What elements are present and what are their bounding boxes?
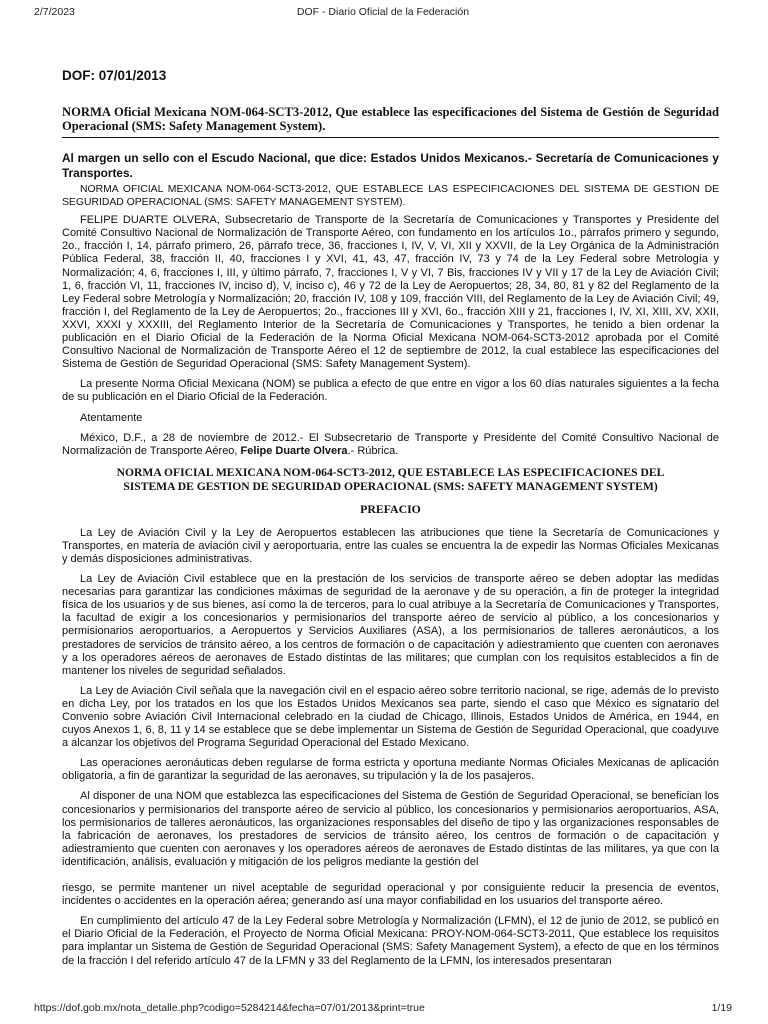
mexico-text-end: .- Rúbrica. <box>347 444 399 457</box>
norm-center-title <box>62 466 719 494</box>
center-title-line-1: NORMA OFICIAL MEXICANA NOM-064-SCT3-2012, QUE ESTABLECE LAS ESPECIFICACIONES DEL <box>116 465 665 479</box>
prefacio-paragraph-4: Las operaciones aeronáuticas deben regularse de forma estricta y oportuna mediante Normas Oficiales Mexicanas de aplicación obligatoria, a fin de garantizar la seguridad de las aeronaves, su tripulación y la de los pasajeros. <box>62 757 719 783</box>
prefacio-paragraph-5-continued: riesgo, se permite mantener un nivel aceptable de seguridad operacional y por consiguiente reducir la presencia de eventos, incidentes o accidentes en la operación aérea; generando así una mayor confiabilidad en los usuarios del transporte aéreo. <box>62 882 719 908</box>
prefacio-paragraph-6: En cumplimiento del artículo 47 de la Ley Federal sobre Metrología y Normalización (LFMN), el 12 de junio de 2012, se publicó en el Diario Oficial de la Federación, el Proyecto de Norma Oficial Mexicana: PROY-NOM-064-SCT3-2011, Que establece los requisitos para implantar un Sistema de Gestión de Seguridad Operacional (SMS: Safety Management System), a efecto de que en los términos de la fracción I del referido artículo 47 de la LFMN y 33 del Reglamento de la LFMN, los interesados presentaran <box>62 915 719 967</box>
paragraph-presente: La presente Norma Oficial Mexicana (NOM) se publica a efecto de que entre en vigor a los 60 días naturales siguientes a la fecha de su publicación en el Diario Oficial de la Federación. <box>62 378 719 404</box>
paragraph-mexico <box>62 432 719 458</box>
print-header <box>34 6 732 20</box>
document-body <box>62 58 719 975</box>
prefacio-paragraph-3: La Ley de Aviación Civil señala que la navegación civil en el espacio aéreo sobre territorio nacional, se rige, además de lo previsto en dicha Ley, por los tratados en los que los Estados Unidos Mexicanos sea parte, siendo el caso que México es signatario del Convenio sobre Aviación Civil Internacional celebrado en la ciudad de Chicago, Illinois, Estados Unidos de América, en 1944, en cuyos Anexos 1, 6, 8, 11 y 14 se establece que se debe implementar un Sistema de Gestión de Seguridad Operacional, que coadyuve a alcanzar los objetivos del Programa Seguridad Operacional del Estado Mexicano. <box>62 684 719 750</box>
norm-title: NORMA Oficial Mexicana NOM-064-SCT3-2012, Que establece las especificaciones del Sistema de Gestión de Seguridad Operacional (SMS: Safety Management System). <box>62 105 719 138</box>
signatory-name: Felipe Duarte Olvera <box>240 444 348 457</box>
mexico-text-start: México, D.F., a 28 de noviembre de 2012.- El Subsecretario de Transporte y Presidente del Comité Consultivo Nacional de Normalización de Transporte Aéreo, <box>62 431 719 457</box>
print-url: https://dof.gob.mx/nota_detalle.php?codigo=5284214&fecha=07/01/2013&print=true <box>34 1002 425 1014</box>
dof-publication-date: DOF: 07/01/2013 <box>62 68 167 83</box>
paragraph-atentamente: Atentamente <box>80 411 143 424</box>
prefacio-paragraph-2: La Ley de Aviación Civil establece que en la prestación de los servicios de transporte aéreo se deben adoptar las medidas necesarias para garantizar las condiciones máximas de seguridad de la aeronave y de su operación, a fin de proteger la integridad física de los usuarios y de sus bienes, así como la de terceros, para lo cual atribuye a la Secretaría de Comunicaciones y Transportes, la facultad de exigir a los concesionarios y permisionarios del transporte aéreo de servicio al público, a los concesionarios y permisionarios aeroportuarios, a Aeropuertos y Servicios Auxiliares (ASA), a los permisionarios de talleres aeronáuticos, a los prestadores de servicios de tránsito aéreo, a los centros de formación o de capacitación y adiestramiento que cuenten con aeronaves y a los operadores aéreos de aeronaves de Estado distintas de las militares; que cumplan con los requisitos establecidos a fin de mantener los niveles de seguridad señalados. <box>62 573 719 677</box>
prefacio-paragraph-1: La Ley de Aviación Civil y la Ley de Aeropuertos establecen las atribuciones que tiene la Secretaría de Comunicaciones y Transportes, en materia de aviación civil y aeroportuaria, entre las cuales se encuentra la de expedir las Normas Oficiales Mexicanas y demás disposiciones administrativas. <box>62 526 719 565</box>
margin-note: Al margen un sello con el Escudo Nacional, que dice: Estados Unidos Mexicanos.- Secretaría de Comunicaciones y Transportes. <box>62 151 719 180</box>
caps-title-paragraph: NORMA OFICIAL MEXICANA NOM-064-SCT3-2012, QUE ESTABLECE LAS ESPECIFICACIONES DEL SISTEMA DE GESTION DE SEGURIDAD OPERACIONAL (SMS: SAFETY MANAGEMENT SYSTEM). <box>62 184 719 209</box>
print-date: 2/7/2023 <box>34 6 75 18</box>
print-page-number: 1/19 <box>711 1002 732 1014</box>
print-page-title: DOF - Diario Oficial de la Federación <box>296 6 470 18</box>
center-title-line-2: SISTEMA DE GESTION DE SEGURIDAD OPERACIONAL (SMS: SAFETY MANAGEMENT SYSTEM) <box>123 479 658 493</box>
paragraph-felipe: FELIPE DUARTE OLVERA, Subsecretario de Transporte de la Secretaría de Comunicaciones y Transportes y Presidente del Comité Consultivo Nacional de Normalización de Transporte Aéreo, con fundamento en los artículos 1o., párrafos primero y segundo, 2o., fracción I, 14, párrafo primero, 26, párrafo trece, 36, fracciones I, IV, V, VI, XII y XXVII, de la Ley Orgánica de la Administración Pública Federal, 38, fracción II, 40, fracciones I y XVI, 41, 43, 47, fracción IV, 73 y 74 de la Ley Federal sobre Metrología y Normalización; 4, 6, fracciones I, III, y último párrafo, 7, fracciones I, V y VI, 7 Bis, fracciones IV y VII y 17 de la Ley de Aviación Civil; 1, 6, fracción VI, 11, fracciones IV, inciso d), V, inciso c), 46 y 72 de la Ley de Aeropuertos; 28, 34, 80, 81 y 82 del Reglamento de la Ley Federal sobre Metrología y Normalización; 20, fracción IV, 108 y 109, fracción VIII, del Reglamento de la Ley de Aviación Civil; 49, fracción I, del Reglamento de la Ley de Aeropuertos; 2o., fracciones III y XVI, 6o., fracción XIII y 21, fracciones I, IV, XI, XIII, XV, XXII, XXVI, XXXI y XXXIII, del Reglamento Interior de la Secretaría de Comunicaciones y Transportes, he tenido a bien ordenar la publicación en el Diario Oficial de la Federación de la Norma Oficial Mexicana NOM-064-SCT3-2012 aprobada por el Comité Consultivo Nacional de Normalización de Transporte Aéreo el 12 de septiembre de 2012, la cual establece las especificaciones del Sistema de Gestión de Seguridad Operacional (SMS: Safety Management System). <box>62 214 719 371</box>
section-title-prefacio: PREFACIO <box>360 501 421 516</box>
prefacio-paragraph-5: Al disponer de una NOM que establezca las especificaciones del Sistema de Gestión de Seguridad Operacional, se benefician los concesionarios y permisionarios del transporte aéreo de servicio al público, los concesionarios y permisionarios aeroportuarios, ASA, los permisionarios de talleres aeronáuticos, las organizaciones responsables del diseño de tipo y las organizaciones responsables de la fabricación de aeronaves, los prestadores de servicios de tránsito aéreo, los centros de formación o de capacitación y adiestramiento que cuenten con aeronaves y los operadores aéreos de aeronaves de Estado distintas de las militares, ya que con la identificación, análisis, evaluación y mitigación de los peligros mediante la gestión del <box>62 790 719 868</box>
print-footer <box>34 1002 732 1016</box>
